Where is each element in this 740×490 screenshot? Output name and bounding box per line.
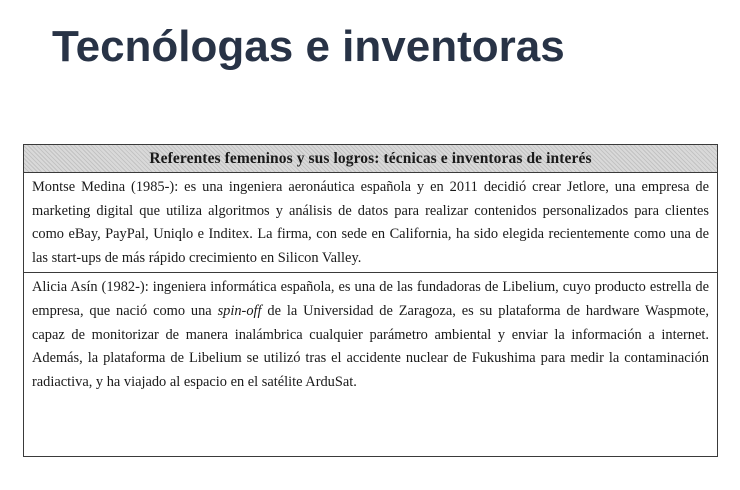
slide-title: Tecnólogas e inventoras [52, 22, 565, 71]
excerpt-header: Referentes femeninos y sus logros: técnicas e inventoras de interés [24, 145, 717, 173]
entry-text-part-1: ingeniera informática española, es una de las fundadoras de Libelium, cuyo producto estrella de empresa, que nació como una [32, 279, 710, 319]
entry-text-part-2: de la Universidad de Zaragoza, es su plataforma de hardware Waspmote, capaz de monitorizar de manera inalámbrica cualquier parámetro ambiental y enviar la información a internet. Además, la plataforma de Libelium se utilizó tras el accidente nuclear de Fukushima para medir la contaminación radiactiva, y ha viajado al espacio en el satélite ArduSat. [32, 302, 709, 390]
entry-italic-term: spin-off [217, 302, 262, 319]
entry-text: es una ingeniera aeronáutica española y en 2011 decidió crear Jetlore, una empresa de marketing digital que utiliza algoritmos y análisis de datos para realizar contenidos personalizados para clientes como eBay, PayPal, Uniqlo e Inditex. La firma, con sede en California, ha sido elegida recientemente como una de las start-ups de más rápido crecimiento en Silicon Valley. [32, 179, 710, 266]
entry-name: Montse Medina (1985-): [32, 179, 179, 195]
book-excerpt-box [23, 144, 718, 457]
entry-montse-medina [24, 173, 717, 272]
entry-alicia-asin [24, 272, 717, 396]
entry-name: Alicia Asín (1982-): [32, 279, 149, 296]
